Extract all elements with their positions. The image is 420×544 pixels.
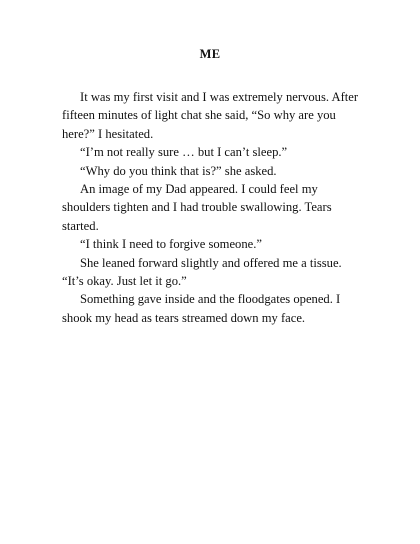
paragraph: An image of my Dad appeared. I could feel my shoulders tighten and I had trouble swallowing. Tears started. — [62, 182, 332, 233]
paragraph: “Why do you think that is?” she asked. — [80, 163, 277, 178]
body-text — [62, 88, 362, 327]
chapter-title: ME — [199, 47, 221, 61]
paragraph: She leaned forward slightly and offered me a tissue. “It’s okay. Just let it go.” — [62, 255, 342, 289]
paragraph: “I’m not really sure … but I can’t sleep.” — [80, 145, 288, 160]
paragraph: It was my first visit and I was extremely nervous. After fifteen minutes of light chat she said, “So why are you here?” I hesitated. — [62, 90, 359, 141]
paragraph: “I think I need to forgive someone.” — [80, 237, 262, 252]
paragraph: Something gave inside and the floodgates opened. I shook my head as tears streamed down my face. — [62, 292, 341, 325]
